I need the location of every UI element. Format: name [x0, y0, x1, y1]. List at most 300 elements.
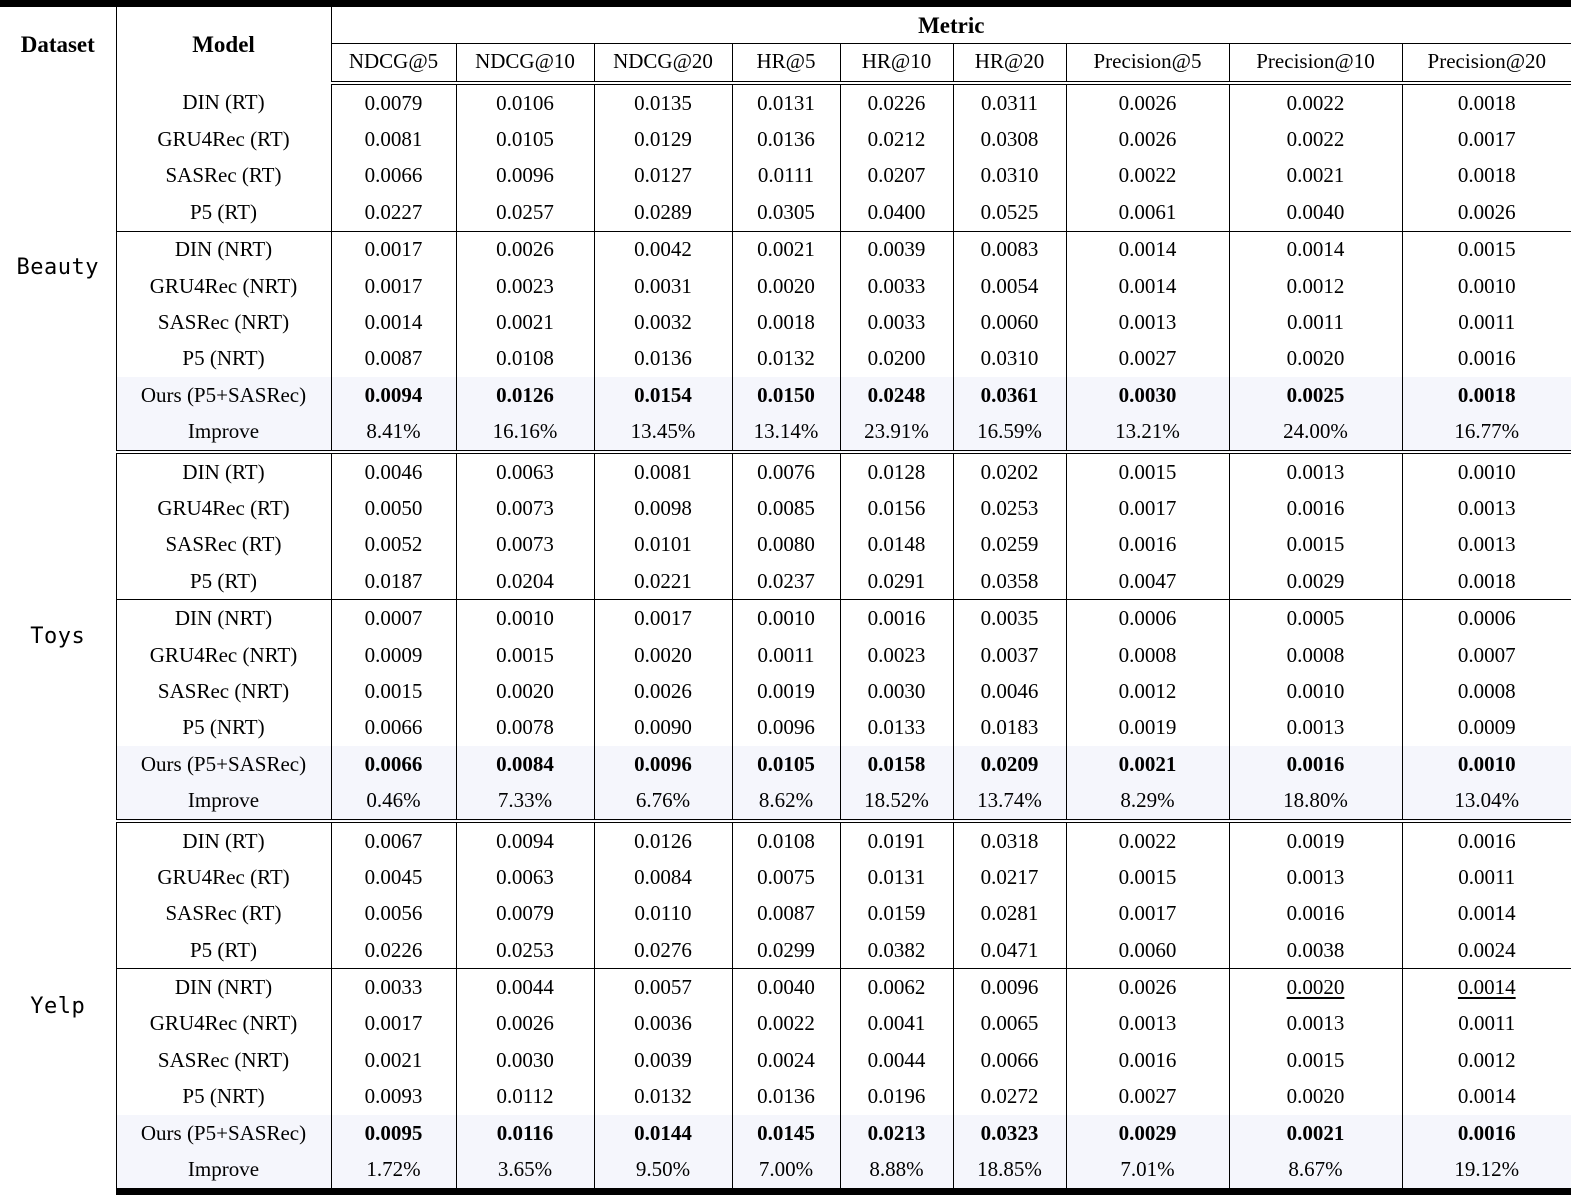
- metric-value: 0.0050: [331, 490, 456, 526]
- metric-value: 0.0217: [953, 859, 1066, 895]
- metric-value: 0.0052: [331, 527, 456, 563]
- metric-value: 0.0105: [456, 121, 594, 157]
- metric-value: 0.0131: [732, 83, 840, 121]
- metric-value: 0.0015: [1402, 231, 1571, 268]
- table-row: [0, 969, 1571, 1006]
- metric-value: 0.0011: [1229, 304, 1402, 340]
- metric-value: 0.0040: [1229, 194, 1402, 231]
- metric-value: 0.0014: [1229, 231, 1402, 268]
- model-label: P5 (RT): [116, 932, 331, 969]
- metric-value: 13.04%: [1402, 782, 1571, 820]
- metric-value: 0.0156: [840, 490, 953, 526]
- metric-value: 16.59%: [953, 414, 1066, 452]
- table-row: [0, 1006, 1571, 1042]
- metric-value: 0.0361: [953, 377, 1066, 413]
- metric-value: 0.0015: [331, 673, 456, 709]
- metric-value: 0.0047: [1066, 563, 1229, 600]
- metric-value: 0.0132: [732, 341, 840, 377]
- metric-value: 0.0012: [1402, 1042, 1571, 1078]
- metric-value: 0.0026: [1066, 121, 1229, 157]
- metric-value: 0.0066: [953, 1042, 1066, 1078]
- metric-value: 0.0096: [456, 158, 594, 194]
- metric-value: 0.0042: [594, 231, 732, 268]
- header-metric-precision5: Precision@5: [1066, 44, 1229, 84]
- table-row: [0, 782, 1571, 820]
- dataset-label-toys: Toys: [0, 452, 116, 821]
- metric-value: 0.0018: [1402, 377, 1571, 413]
- model-label: P5 (NRT): [116, 710, 331, 746]
- metric-value: 0.0400: [840, 194, 953, 231]
- table-row: [0, 859, 1571, 895]
- metric-value: 0.0112: [456, 1079, 594, 1115]
- table-head: [0, 4, 1571, 84]
- metric-value: 0.0105: [732, 746, 840, 782]
- model-label: GRU4Rec (NRT): [116, 637, 331, 673]
- metric-value: 0.0226: [840, 83, 953, 121]
- header-dataset: Dataset: [0, 4, 116, 84]
- table-row: [0, 746, 1571, 782]
- metric-value: 0.0044: [840, 1042, 953, 1078]
- metric-value: 0.0094: [456, 821, 594, 859]
- metric-value: 0.0308: [953, 121, 1066, 157]
- metric-value: 0.0061: [1066, 194, 1229, 231]
- table-row: [0, 600, 1571, 637]
- metric-value: 0.0083: [953, 231, 1066, 268]
- metric-value: 0.0084: [456, 746, 594, 782]
- metric-value: 0.0196: [840, 1079, 953, 1115]
- metric-value: 0.0022: [1229, 83, 1402, 121]
- metric-value: 0.0066: [331, 710, 456, 746]
- model-label: Ours (P5+SASRec): [116, 746, 331, 782]
- metric-value: 0.0212: [840, 121, 953, 157]
- metric-value: 0.0111: [732, 158, 840, 194]
- metric-value: 0.0110: [594, 896, 732, 932]
- metric-value: 0.0019: [732, 673, 840, 709]
- metric-value: 0.0073: [456, 527, 594, 563]
- metric-value: 0.0006: [1402, 600, 1571, 637]
- header-row-group: [0, 4, 1571, 44]
- metric-value: 0.0019: [1066, 710, 1229, 746]
- metric-value: 0.0094: [331, 377, 456, 413]
- metric-value: 0.0013: [1229, 1006, 1402, 1042]
- metric-value: 0.0227: [331, 194, 456, 231]
- metric-value: 0.0226: [331, 932, 456, 969]
- metric-value: 0.0080: [732, 527, 840, 563]
- metric-value: 0.0035: [953, 600, 1066, 637]
- metric-value: 0.0259: [953, 527, 1066, 563]
- metric-value: 0.0095: [331, 1115, 456, 1151]
- metric-value: 0.0024: [1402, 932, 1571, 969]
- metric-value: 0.0013: [1402, 527, 1571, 563]
- metric-value: 0.0281: [953, 896, 1066, 932]
- model-label: GRU4Rec (NRT): [116, 268, 331, 304]
- model-label: DIN (NRT): [116, 600, 331, 637]
- metric-value: 0.0008: [1229, 637, 1402, 673]
- metric-value: 0.0310: [953, 158, 1066, 194]
- metric-value: 0.0016: [1402, 821, 1571, 859]
- metric-value: 24.00%: [1229, 414, 1402, 452]
- metric-value: 0.0012: [1066, 673, 1229, 709]
- metric-value: [1229, 969, 1402, 1006]
- metric-value: 8.29%: [1066, 782, 1229, 820]
- metric-value: 0.0081: [331, 121, 456, 157]
- metric-value: 0.0021: [1229, 158, 1402, 194]
- model-label: Ours (P5+SASRec): [116, 1115, 331, 1151]
- metric-value: 0.0081: [594, 452, 732, 490]
- metric-value: 0.0079: [456, 896, 594, 932]
- metric-value: 0.0087: [331, 341, 456, 377]
- table-row: [0, 231, 1571, 268]
- metric-value: 23.91%: [840, 414, 953, 452]
- model-label: Ours (P5+SASRec): [116, 377, 331, 413]
- metric-value: 0.0014: [1066, 268, 1229, 304]
- metric-value: 0.0129: [594, 121, 732, 157]
- metric-value: 0.0008: [1402, 673, 1571, 709]
- metric-value: 13.74%: [953, 782, 1066, 820]
- model-label: DIN (RT): [116, 452, 331, 490]
- metric-value: 0.0016: [840, 600, 953, 637]
- metric-value: 0.0018: [1402, 563, 1571, 600]
- metric-value: 0.0382: [840, 932, 953, 969]
- metric-value: 0.0525: [953, 194, 1066, 231]
- model-label: Improve: [116, 782, 331, 820]
- metric-value: 0.0073: [456, 490, 594, 526]
- metric-value: 0.0007: [1402, 637, 1571, 673]
- metric-value: 0.0018: [732, 304, 840, 340]
- metric-value: 7.00%: [732, 1151, 840, 1191]
- metric-value: 0.0030: [1066, 377, 1229, 413]
- metric-value: 0.0011: [732, 637, 840, 673]
- metric-value: 0.0018: [1402, 158, 1571, 194]
- metric-value: 0.0116: [456, 1115, 594, 1151]
- metric-value: 0.0305: [732, 194, 840, 231]
- model-label: SASRec (RT): [116, 896, 331, 932]
- metric-value: 8.88%: [840, 1151, 953, 1191]
- header-metric-precision20: Precision@20: [1402, 44, 1571, 84]
- metric-value: 0.0096: [953, 969, 1066, 1006]
- metric-value: 3.65%: [456, 1151, 594, 1191]
- metric-value: 0.0131: [840, 859, 953, 895]
- metric-value: 0.0127: [594, 158, 732, 194]
- metric-value: 0.0093: [331, 1079, 456, 1115]
- metric-value: 0.0010: [1402, 452, 1571, 490]
- metric-value: 0.0098: [594, 490, 732, 526]
- table-row: [0, 377, 1571, 413]
- metric-value: 6.76%: [594, 782, 732, 820]
- metric-value: 9.50%: [594, 1151, 732, 1191]
- metric-value: 0.0144: [594, 1115, 732, 1151]
- metric-value: 0.0108: [732, 821, 840, 859]
- metric-value: 0.0087: [732, 896, 840, 932]
- metric-value: 0.0022: [1229, 121, 1402, 157]
- metric-value: 0.0133: [840, 710, 953, 746]
- metric-value: 0.0067: [331, 821, 456, 859]
- table-row: [0, 637, 1571, 673]
- table-row: [0, 1042, 1571, 1078]
- metric-value: 13.21%: [1066, 414, 1229, 452]
- metric-value: 0.0022: [1066, 821, 1229, 859]
- metric-value: 0.0221: [594, 563, 732, 600]
- model-label: SASRec (RT): [116, 527, 331, 563]
- metric-value: 0.0318: [953, 821, 1066, 859]
- metric-value: 13.45%: [594, 414, 732, 452]
- metric-value: 0.0020: [594, 637, 732, 673]
- metric-value: 19.12%: [1402, 1151, 1571, 1191]
- metric-value: 0.0289: [594, 194, 732, 231]
- model-label: P5 (RT): [116, 563, 331, 600]
- metric-value: 0.0183: [953, 710, 1066, 746]
- metric-value: 0.0253: [456, 932, 594, 969]
- metric-value: 0.0204: [456, 563, 594, 600]
- metric-value: 0.0017: [331, 1006, 456, 1042]
- metric-value: 0.0237: [732, 563, 840, 600]
- metric-value: 0.0020: [1229, 341, 1402, 377]
- model-label: P5 (NRT): [116, 341, 331, 377]
- metric-value: 0.0158: [840, 746, 953, 782]
- table-body: [0, 83, 1571, 1191]
- metric-value: 0.0008: [1066, 637, 1229, 673]
- metric-value: 0.0014: [1402, 896, 1571, 932]
- metric-value: 16.77%: [1402, 414, 1571, 452]
- metric-value: 0.0036: [594, 1006, 732, 1042]
- metric-value: 0.0026: [456, 1006, 594, 1042]
- metric-value: 0.0202: [953, 452, 1066, 490]
- metric-value: 0.0007: [331, 600, 456, 637]
- metric-value: 0.0066: [331, 746, 456, 782]
- metric-value: 0.0209: [953, 746, 1066, 782]
- metric-value: 0.0039: [594, 1042, 732, 1078]
- metric-value: 0.0015: [1066, 452, 1229, 490]
- metric-value: 0.0005: [1229, 600, 1402, 637]
- metric-value: 0.0021: [331, 1042, 456, 1078]
- model-label: SASRec (RT): [116, 158, 331, 194]
- metric-value: 0.0011: [1402, 859, 1571, 895]
- header-metric-ndcg20: NDCG@20: [594, 44, 732, 84]
- metric-value: 0.0033: [840, 304, 953, 340]
- metric-value: 0.0272: [953, 1079, 1066, 1115]
- metric-value: 0.0013: [1229, 452, 1402, 490]
- metric-value: 0.0063: [456, 452, 594, 490]
- table-row: [0, 527, 1571, 563]
- metric-value: 0.0020: [732, 268, 840, 304]
- metric-value: 0.0022: [1066, 158, 1229, 194]
- metric-value: 0.0041: [840, 1006, 953, 1042]
- metric-value: 0.0013: [1229, 859, 1402, 895]
- model-label: DIN (NRT): [116, 231, 331, 268]
- metric-value: 8.41%: [331, 414, 456, 452]
- table-row: [0, 268, 1571, 304]
- model-label: GRU4Rec (RT): [116, 121, 331, 157]
- model-label: P5 (NRT): [116, 1079, 331, 1115]
- metric-value: 0.0150: [732, 377, 840, 413]
- metric-value: 0.0154: [594, 377, 732, 413]
- metric-value: 0.0010: [456, 600, 594, 637]
- table-row: [0, 194, 1571, 231]
- metric-value: 0.0126: [594, 821, 732, 859]
- metric-value: 0.0022: [732, 1006, 840, 1042]
- metric-value: 1.72%: [331, 1151, 456, 1191]
- model-label: GRU4Rec (RT): [116, 859, 331, 895]
- metric-value: 0.0079: [331, 83, 456, 121]
- table-row: [0, 710, 1571, 746]
- metric-value: 0.0066: [331, 158, 456, 194]
- metric-value: 0.0029: [1066, 1115, 1229, 1151]
- metric-value: 0.0044: [456, 969, 594, 1006]
- metric-value: 0.0063: [456, 859, 594, 895]
- dataset-label-beauty: Beauty: [0, 83, 116, 452]
- metric-value: 0.0016: [1066, 527, 1229, 563]
- table-row: [0, 673, 1571, 709]
- header-metric-hr20: HR@20: [953, 44, 1066, 84]
- metric-value: 0.0016: [1402, 1115, 1571, 1151]
- header-metric-hr5: HR@5: [732, 44, 840, 84]
- metric-value: 0.0011: [1402, 304, 1571, 340]
- metric-value: 0.0025: [1229, 377, 1402, 413]
- metric-value: 0.0039: [840, 231, 953, 268]
- metric-value: 0.0038: [1229, 932, 1402, 969]
- metric-value: 0.0075: [732, 859, 840, 895]
- metric-value: 0.0108: [456, 341, 594, 377]
- table-row: [0, 121, 1571, 157]
- metric-value: 0.0096: [594, 746, 732, 782]
- metric-value: 0.0291: [840, 563, 953, 600]
- model-label: GRU4Rec (NRT): [116, 1006, 331, 1042]
- metric-value: 0.0135: [594, 83, 732, 121]
- dataset-label-yelp: Yelp: [0, 821, 116, 1191]
- metric-value: 0.0026: [1402, 194, 1571, 231]
- metric-value: 0.0200: [840, 341, 953, 377]
- metric-value: 0.0023: [840, 637, 953, 673]
- header-metric-precision10: Precision@10: [1229, 44, 1402, 84]
- table-row: [0, 932, 1571, 969]
- header-metric-hr10: HR@10: [840, 44, 953, 84]
- metric-value: 0.0148: [840, 527, 953, 563]
- metric-value: 0.0096: [732, 710, 840, 746]
- metric-value: 0.0015: [1229, 1042, 1402, 1078]
- metric-value: 0.0062: [840, 969, 953, 1006]
- metric-value: 0.0018: [1402, 83, 1571, 121]
- metric-value: 0.0310: [953, 341, 1066, 377]
- metric-value: 0.0016: [1229, 490, 1402, 526]
- metric-value: 0.0026: [1066, 969, 1229, 1006]
- metric-value-underlined: 0.0020: [1286, 975, 1345, 1000]
- metric-value: 0.0060: [1066, 932, 1229, 969]
- metric-value: 0.0299: [732, 932, 840, 969]
- metric-value: 0.0248: [840, 377, 953, 413]
- metric-value: 0.0015: [1066, 859, 1229, 895]
- metric-value: 0.0191: [840, 821, 953, 859]
- metric-value: 0.0017: [331, 268, 456, 304]
- table-row: [0, 83, 1571, 121]
- model-label: DIN (RT): [116, 83, 331, 121]
- metric-value: 0.0136: [594, 341, 732, 377]
- table-row: [0, 821, 1571, 859]
- metric-value: 0.0015: [456, 637, 594, 673]
- metric-value: 0.0024: [732, 1042, 840, 1078]
- metric-value: 0.0020: [456, 673, 594, 709]
- table-row: [0, 341, 1571, 377]
- metric-value: 0.0358: [953, 563, 1066, 600]
- model-label: DIN (RT): [116, 821, 331, 859]
- metric-value: 0.0054: [953, 268, 1066, 304]
- metric-value: 18.52%: [840, 782, 953, 820]
- metric-value: 0.0016: [1229, 896, 1402, 932]
- metric-value: 0.0253: [953, 490, 1066, 526]
- metric-value: 0.0056: [331, 896, 456, 932]
- metric-value: 0.0207: [840, 158, 953, 194]
- metric-value: 0.0010: [732, 600, 840, 637]
- metric-value: 0.0011: [1402, 1006, 1571, 1042]
- metric-value: 0.0010: [1402, 746, 1571, 782]
- metric-value: 0.0014: [1066, 231, 1229, 268]
- metric-value: 0.0084: [594, 859, 732, 895]
- metric-value: 0.0046: [953, 673, 1066, 709]
- table-row: [0, 158, 1571, 194]
- metric-value: 0.0276: [594, 932, 732, 969]
- metric-value: 0.0046: [331, 452, 456, 490]
- metric-value: 0.0106: [456, 83, 594, 121]
- metric-value: 0.0006: [1066, 600, 1229, 637]
- model-label: DIN (NRT): [116, 969, 331, 1006]
- table-row: [0, 1151, 1571, 1191]
- model-label: Improve: [116, 414, 331, 452]
- metric-value: 0.0029: [1229, 563, 1402, 600]
- metric-value: 0.0017: [1402, 121, 1571, 157]
- metric-value: 0.0031: [594, 268, 732, 304]
- metric-value: 0.0136: [732, 1079, 840, 1115]
- metric-value: 0.0090: [594, 710, 732, 746]
- metric-value: 0.0128: [840, 452, 953, 490]
- model-label: SASRec (NRT): [116, 673, 331, 709]
- metric-value: 0.0065: [953, 1006, 1066, 1042]
- table-row: [0, 896, 1571, 932]
- table-row: [0, 1115, 1571, 1151]
- table-row: [0, 563, 1571, 600]
- metric-value: 0.0014: [331, 304, 456, 340]
- metric-value: 0.0213: [840, 1115, 953, 1151]
- metric-value: 0.0017: [331, 231, 456, 268]
- header-model: Model: [116, 4, 331, 84]
- model-label: GRU4Rec (RT): [116, 490, 331, 526]
- header-metric-ndcg5: NDCG@5: [331, 44, 456, 84]
- metric-value: [1402, 969, 1571, 1006]
- metric-value: 0.0040: [732, 969, 840, 1006]
- metric-value: 0.0009: [331, 637, 456, 673]
- model-label: SASRec (NRT): [116, 304, 331, 340]
- metric-value: 18.80%: [1229, 782, 1402, 820]
- metric-value: 0.0057: [594, 969, 732, 1006]
- metric-value: 0.0323: [953, 1115, 1066, 1151]
- metric-value: 0.0020: [1229, 1079, 1402, 1115]
- metric-value: 0.0132: [594, 1079, 732, 1115]
- metric-value: 0.0021: [1066, 746, 1229, 782]
- metric-value: 0.0014: [1402, 1079, 1571, 1115]
- metric-value: 0.0026: [456, 231, 594, 268]
- metric-value: 0.0026: [1066, 83, 1229, 121]
- metric-value: 0.0136: [732, 121, 840, 157]
- metric-value: 0.0016: [1066, 1042, 1229, 1078]
- metric-value: 0.0017: [1066, 490, 1229, 526]
- metric-value: 0.0311: [953, 83, 1066, 121]
- metric-value: 0.0257: [456, 194, 594, 231]
- metric-value: 0.0145: [732, 1115, 840, 1151]
- metric-value: 18.85%: [953, 1151, 1066, 1191]
- metric-value: 0.0076: [732, 452, 840, 490]
- metric-value: 0.0017: [1066, 896, 1229, 932]
- metric-value: 0.0085: [732, 490, 840, 526]
- metric-value: 0.0016: [1229, 746, 1402, 782]
- metric-value: 0.0078: [456, 710, 594, 746]
